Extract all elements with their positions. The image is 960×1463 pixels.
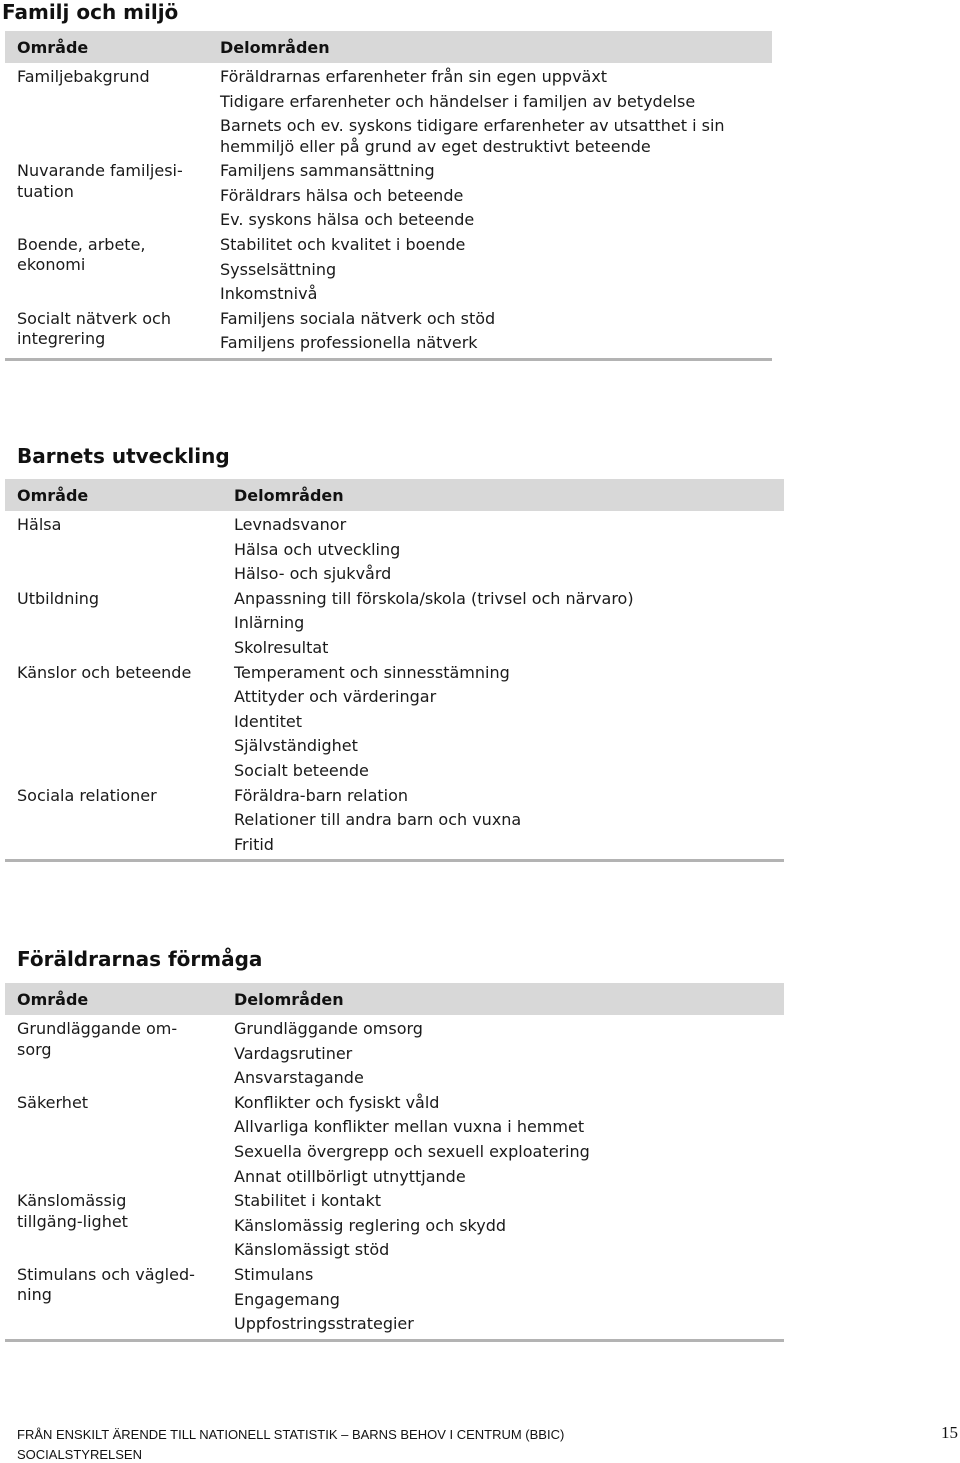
subarea-item: Annat otillbörligt utnyttjande <box>234 1166 466 1186</box>
subarea-item: Sysselsättning <box>220 259 337 279</box>
table-row <box>5 661 784 784</box>
area-label: Hälsa <box>17 515 62 534</box>
table-foraldrarnas-formaga <box>5 981 784 1342</box>
table-familj-och-miljo <box>5 29 772 361</box>
table-row <box>5 1263 784 1340</box>
subarea-item: Inkomstnivå <box>220 284 318 304</box>
column-header-delomraden: Delområden <box>203 30 772 63</box>
subarea-item: Stabilitet i kontakt <box>234 1191 381 1211</box>
table-row <box>5 1091 784 1189</box>
column-header-omrade: Område <box>5 30 203 63</box>
subarea-item: Grundläggande omsorg <box>234 1019 423 1038</box>
table-row <box>5 1015 784 1091</box>
subarea-item: Känslomässig reglering och skydd <box>234 1215 507 1235</box>
column-header-omrade: Område <box>5 478 217 511</box>
subarea-item: Identitet <box>234 711 302 731</box>
subarea-item: Ansvarstagande <box>234 1068 364 1088</box>
subarea-item: Familjens professionella nätverk <box>220 333 478 353</box>
area-label: Socialt nätverk och integrering <box>17 308 171 349</box>
subarea-item: Relationer till andra barn och vuxna <box>234 810 522 830</box>
subarea-item: Skolresultat <box>234 637 329 657</box>
table-row <box>5 511 784 587</box>
area-label: Säkerhet <box>17 1092 89 1112</box>
subarea-item: Stimulans <box>234 1264 314 1284</box>
footer-publisher: SOCIALSTYRELSEN <box>17 1447 142 1462</box>
table-row <box>5 307 772 360</box>
subarea-item: Fritid <box>234 834 274 854</box>
subarea-item: Föräldrarnas erfarenheter från sin egen uppväxt <box>220 67 608 86</box>
subarea-item: Konflikter och fysiskt våld <box>234 1092 440 1112</box>
subarea-item: Familjens sammansättning <box>220 161 435 181</box>
subarea-item: Vardagsrutiner <box>234 1043 353 1063</box>
subarea-item: Föräldra-barn relation <box>234 785 409 805</box>
area-label: Känslor och beteende <box>17 662 192 682</box>
subarea-item: Hälso- och sjukvård <box>234 564 392 584</box>
subarea-item: Inlärning <box>234 613 305 633</box>
page-number: 15 <box>941 1423 958 1442</box>
table-row <box>5 63 772 159</box>
area-label: Nuvarande familjesi-tuation <box>17 161 183 201</box>
subarea-item: Allvarliga konflikter mellan vuxna i hemmet <box>234 1117 585 1137</box>
table-row <box>5 233 772 307</box>
subarea-item: Engagemang <box>234 1289 340 1309</box>
footer-report-title: FRÅN ENSKILT ÄRENDE TILL NATIONELL STATISTIK – BARNS BEHOV I CENTRUM (BBIC) <box>17 1427 565 1442</box>
section-title: Barnets utveckling <box>17 444 230 468</box>
subarea-item: Tidigare erfarenheter och händelser i familjen av betydelse <box>220 91 696 111</box>
column-header-delomraden: Delområden <box>217 478 784 511</box>
area-label: Stimulans och vägled-ning <box>17 1264 195 1305</box>
table-row <box>5 1189 784 1263</box>
table-row <box>5 159 772 233</box>
column-header-delomraden: Delområden <box>217 982 784 1015</box>
subarea-item: Familjens sociala nätverk och stöd <box>220 308 496 328</box>
subarea-item: Sexuella övergrepp och sexuell exploatering <box>234 1141 590 1161</box>
subarea-item: Levnadsvanor <box>234 515 347 534</box>
subarea-item: Attityder och värderingar <box>234 687 437 707</box>
subarea-item: Anpassning till förskola/skola (trivsel och närvaro) <box>234 588 634 608</box>
subarea-item: Självständighet <box>234 736 358 756</box>
area-label: Grundläggande om-sorg <box>17 1019 178 1059</box>
section-title: Föräldrarnas förmåga <box>17 947 263 971</box>
area-label: Utbildning <box>17 588 100 608</box>
subarea-item: Ev. syskons hälsa och beteende <box>220 210 475 230</box>
section-title: Familj och miljö <box>2 0 179 24</box>
column-header-omrade: Område <box>5 982 217 1015</box>
area-label: Familjebakgrund <box>17 67 150 86</box>
area-label: Boende, arbete, ekonomi <box>17 234 146 275</box>
subarea-item: Uppfostringsstrategier <box>234 1314 414 1334</box>
table-row <box>5 784 784 861</box>
subarea-item: Barnets och ev. syskons tidigare erfarenheter av utsatthet i sin hemmiljö eller på grund av eget destruktivt beteende <box>220 116 725 156</box>
subarea-item: Socialt beteende <box>234 760 369 780</box>
table-barnets-utveckling <box>5 477 784 862</box>
subarea-item: Temperament och sinnesstämning <box>234 662 510 682</box>
table-row <box>5 587 784 661</box>
area-label: Sociala relationer <box>17 785 157 805</box>
area-label: Känslomässig tillgäng-lighet <box>17 1191 128 1231</box>
subarea-item: Föräldrars hälsa och beteende <box>220 185 464 205</box>
subarea-item: Hälsa och utveckling <box>234 539 401 559</box>
subarea-item: Känslomässigt stöd <box>234 1240 390 1260</box>
subarea-item: Stabilitet och kvalitet i boende <box>220 234 466 254</box>
